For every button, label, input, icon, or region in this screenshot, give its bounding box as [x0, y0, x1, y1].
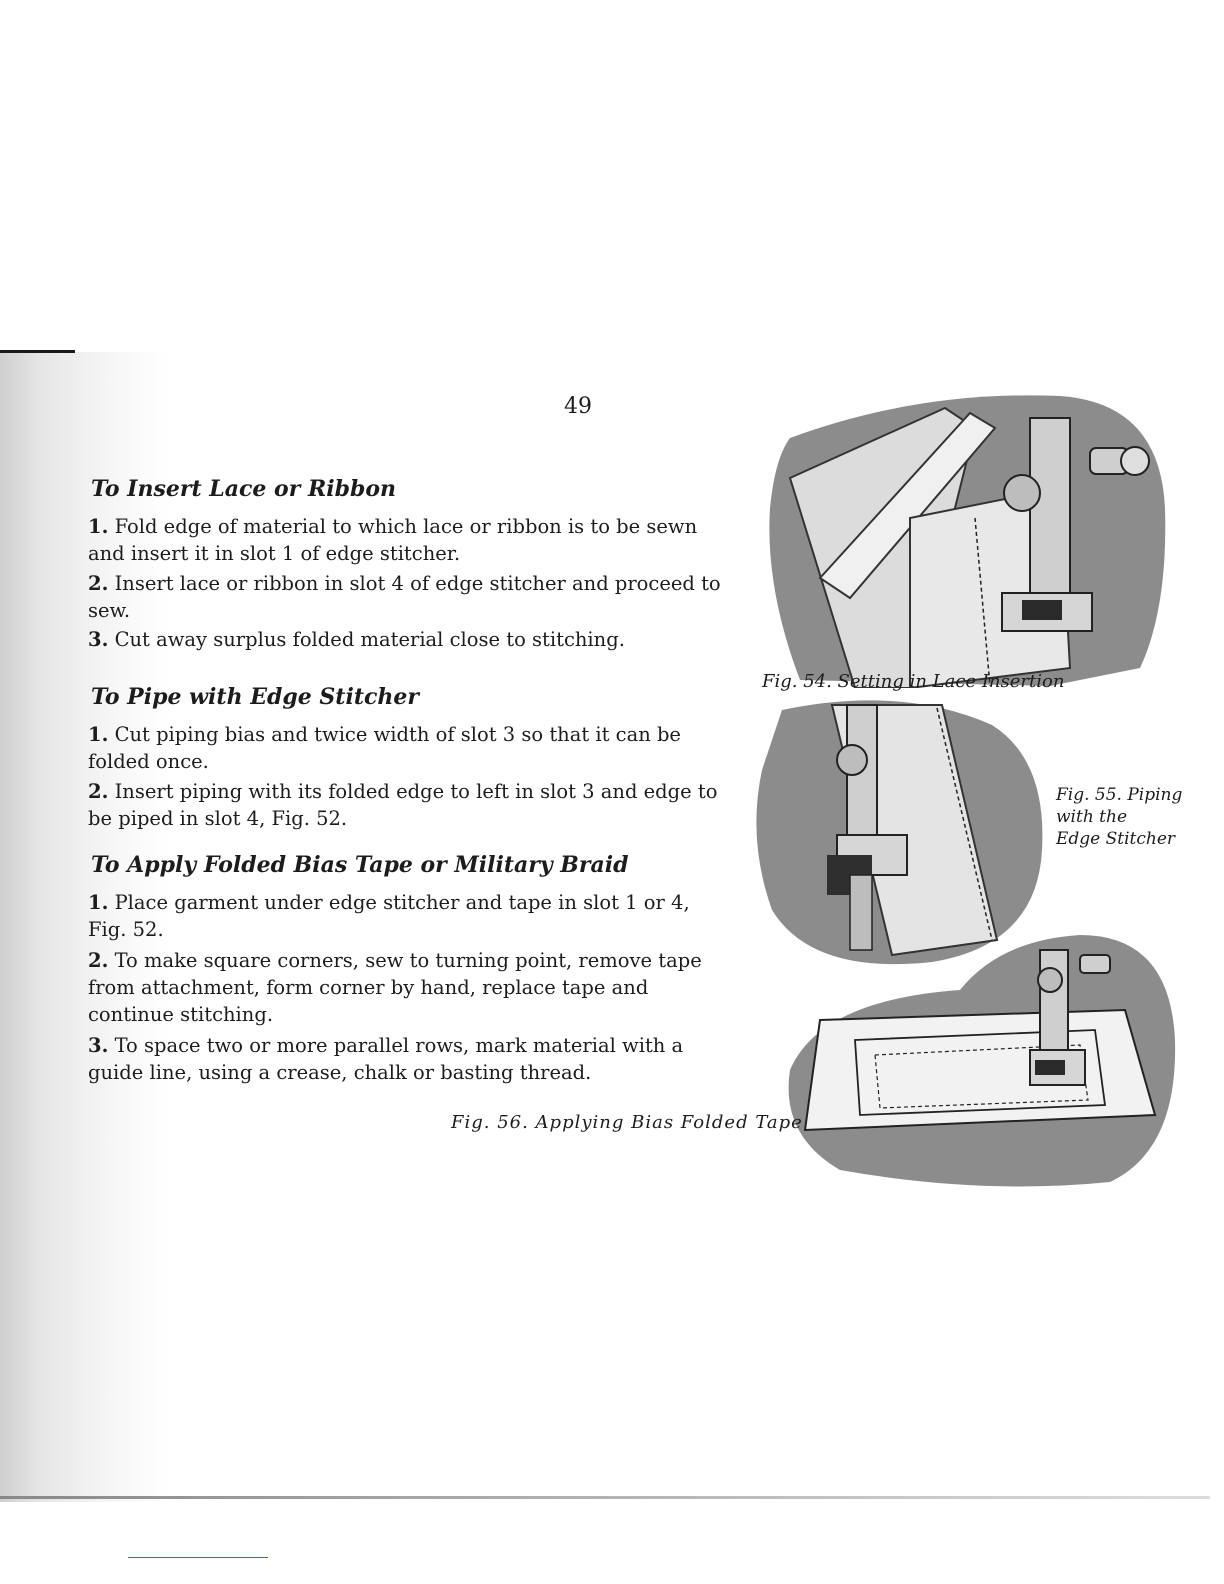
figure-54-lace-insertion [760, 388, 1170, 688]
step-1-2: 2. Insert lace or ribbon in slot 4 of edge stitcher and proceed to sew. [88, 572, 721, 622]
step-1-1: 1. Fold edge of material to which lace or ribbon is to be sewn and insert it in slot 1 of edge stitcher. [88, 515, 698, 565]
step-3-2: 2. To make square corners, sew to turning point, remove tape from attachment, form corner by hand, replace tape and continue stitching. [88, 949, 702, 1026]
heading-insert-lace: To Insert Lace or Ribbon [91, 476, 397, 502]
caption-fig-56: Fig. 56. Applying Bias Folded Tape [451, 1112, 803, 1133]
figure-56-bias-tape [780, 920, 1180, 1190]
footer-rule [128, 1557, 268, 1558]
step-3-1: 1. Place garment under edge stitcher and tape in slot 1 or 4, Fig. 52. [88, 891, 690, 941]
step-2-1: 1. Cut piping bias and twice width of slot 3 so that it can be folded once. [88, 723, 681, 773]
step-3-3: 3. To space two or more parallel rows, mark material with a guide line, using a crease, chalk or basting thread. [88, 1034, 684, 1084]
heading-pipe-edge-stitcher: To Pipe with Edge Stitcher [91, 684, 419, 710]
step-2-2: 2. Insert piping with its folded edge to left in slot 3 and edge to be piped in slot 4, Fig. 52. [88, 780, 718, 830]
scan-edge-mark [0, 350, 75, 353]
caption-fig-55: Fig. 55. Piping with the Edge Stitcher [1056, 785, 1183, 849]
page-number: 49 [564, 394, 592, 419]
caption-fig-54: Fig. 54. Setting in Lace Insertion [762, 671, 1065, 692]
step-1-3: 3. Cut away surplus folded material close to stitching. [88, 628, 625, 651]
scan-bottom-edge [0, 1496, 1210, 1499]
heading-apply-bias-tape: To Apply Folded Bias Tape or Military Braid [91, 852, 629, 878]
